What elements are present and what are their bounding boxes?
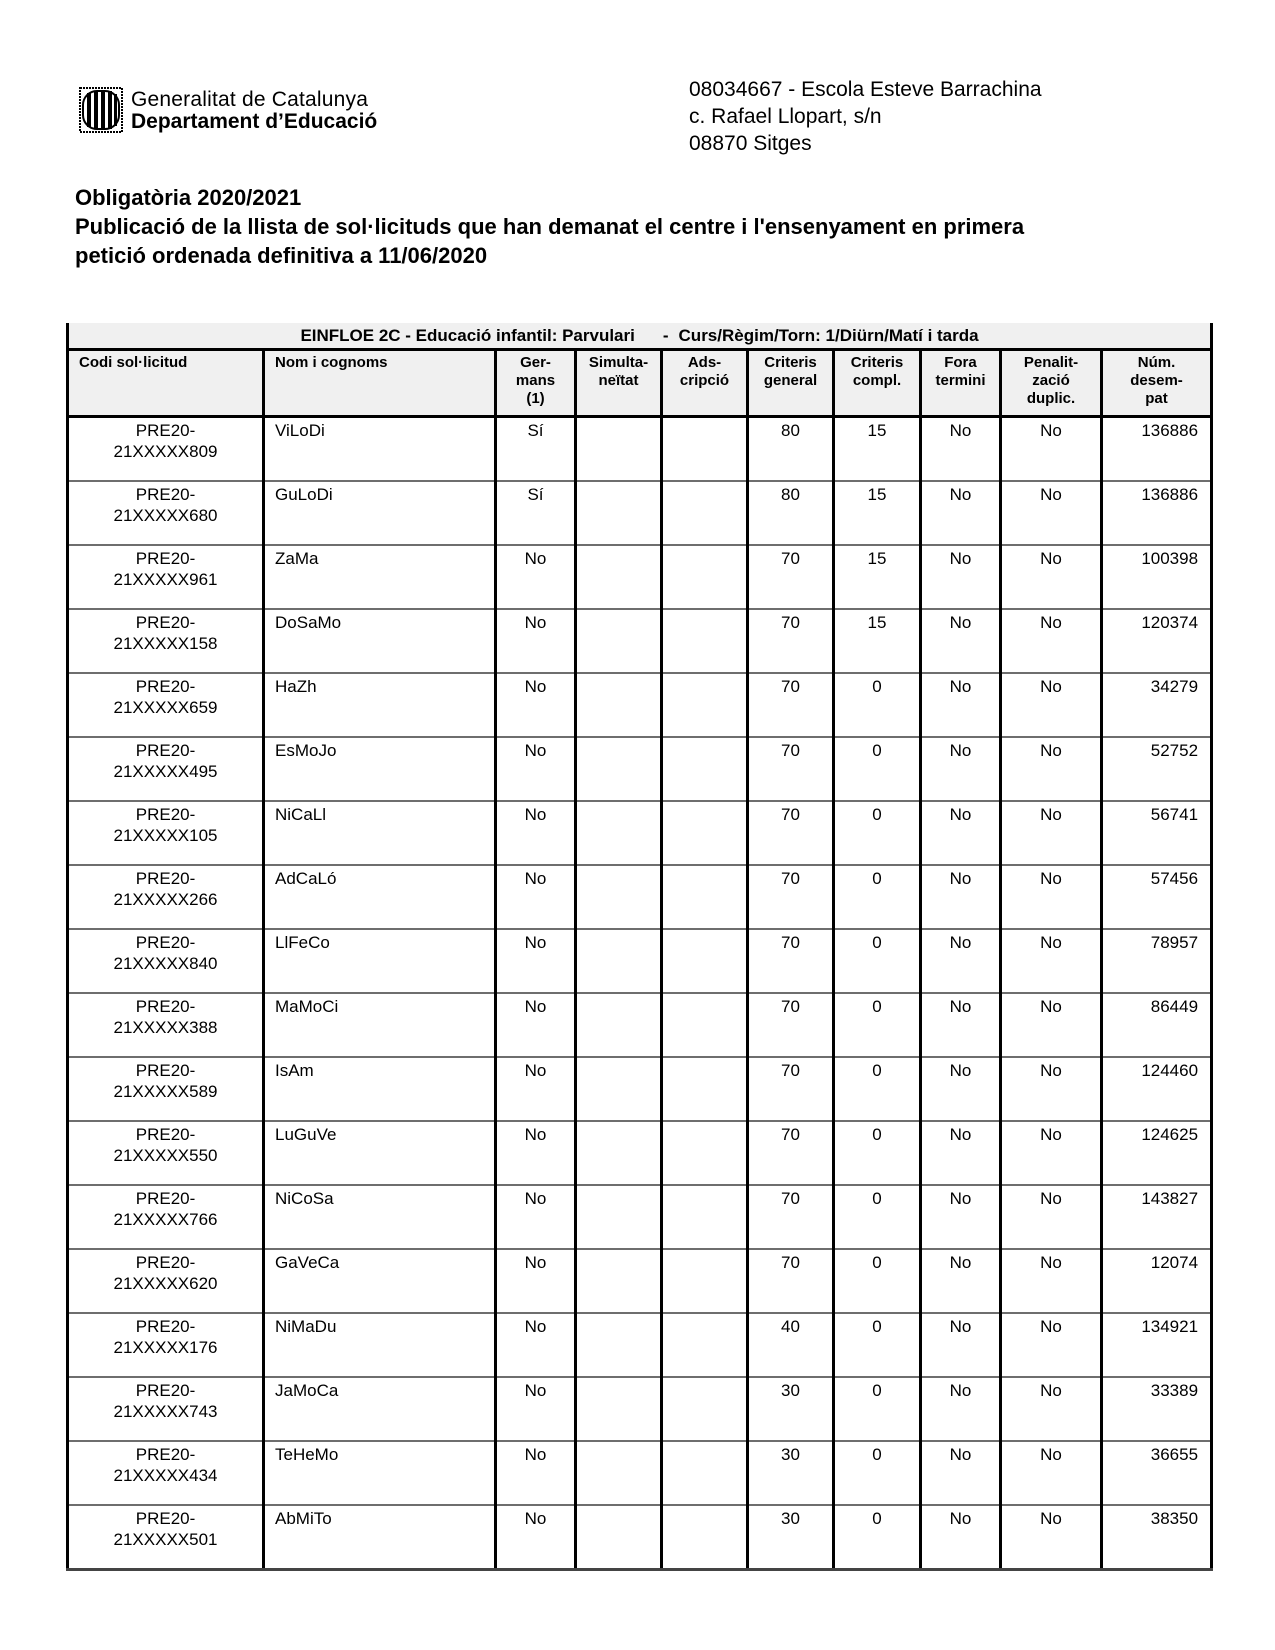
cell-nom-cognoms: JaMoCa [264, 1377, 496, 1441]
cell-simultaneitat [576, 1441, 662, 1505]
cell-simultaneitat [576, 1185, 662, 1249]
cell-germans: No [496, 609, 576, 673]
application-code-part: 21XXXXX659 [113, 698, 218, 717]
cell-adscripcio [662, 993, 748, 1057]
cell-germans: Sí [496, 417, 576, 482]
application-code-part: PRE20- [135, 1189, 196, 1208]
col-codi-solicitud-header [68, 350, 264, 417]
application-code-part: PRE20- [135, 1125, 196, 1144]
cell-criteris-general: 70 [748, 1121, 834, 1185]
cell-nom-cognoms: DoSaMo [264, 609, 496, 673]
cell-nom-cognoms: NiCaLl [264, 801, 496, 865]
cell-criteris-compl: 0 [834, 1377, 921, 1441]
cell-criteris-compl: 15 [834, 481, 921, 545]
cell-nom-cognoms: AdCaLó [264, 865, 496, 929]
cell-num-desempat: 124625 [1102, 1121, 1212, 1185]
col-adscripcio-header [662, 350, 748, 417]
cell-criteris-compl: 0 [834, 1441, 921, 1505]
cell-criteris-compl: 0 [834, 929, 921, 993]
cell-criteris-compl: 0 [834, 673, 921, 737]
cell-germans: No [496, 865, 576, 929]
header-label-line: cripció [679, 372, 730, 389]
cell-simultaneitat [576, 481, 662, 545]
application-code-part: 21XXXXX840 [113, 954, 218, 973]
application-code-part: 21XXXXX680 [113, 506, 218, 525]
cell-penalitzacio: No [1001, 1441, 1102, 1505]
application-code-part: 21XXXXX266 [113, 890, 218, 909]
cell-num-desempat: 120374 [1102, 609, 1212, 673]
cell-penalitzacio: No [1001, 1121, 1102, 1185]
cell-criteris-general: 30 [748, 1441, 834, 1505]
cell-adscripcio [662, 545, 748, 609]
cell-penalitzacio: No [1001, 1505, 1102, 1570]
cell-fora-termini: No [921, 417, 1001, 482]
cell-num-desempat: 78957 [1102, 929, 1212, 993]
header-label-line: Simulta- [588, 354, 649, 371]
cell-nom-cognoms: TeHeMo [264, 1441, 496, 1505]
application-code-part: 21XXXXX105 [113, 826, 218, 845]
application-code-part: 21XXXXX176 [113, 1338, 218, 1357]
cell-germans: No [496, 1249, 576, 1313]
cell-criteris-compl: 0 [834, 1249, 921, 1313]
cell-nom-cognoms: GaVeCa [264, 1249, 496, 1313]
cell-adscripcio [662, 1377, 748, 1441]
cell-fora-termini: No [921, 1057, 1001, 1121]
cell-fora-termini: No [921, 1441, 1001, 1505]
table-row [68, 801, 1212, 865]
cell-adscripcio [662, 865, 748, 929]
col-penalitzacio-header [1001, 350, 1102, 417]
application-code-part: PRE20- [135, 485, 196, 504]
cell-penalitzacio: No [1001, 1377, 1102, 1441]
cell-penalitzacio: No [1001, 1249, 1102, 1313]
application-code-part: PRE20- [135, 805, 196, 824]
cell-penalitzacio: No [1001, 801, 1102, 865]
cell-fora-termini: No [921, 1121, 1001, 1185]
application-code-part: 21XXXXX434 [113, 1466, 218, 1485]
header-label-line: Ads- [687, 354, 722, 371]
cell-num-desempat: 134921 [1102, 1313, 1212, 1377]
cell-nom-cognoms: LuGuVe [264, 1121, 496, 1185]
school-name: 08034667 - Escola Esteve Barrachina [689, 78, 1042, 101]
cell-num-desempat: 36655 [1102, 1441, 1212, 1505]
cell-penalitzacio: No [1001, 481, 1102, 545]
header-label-line: Nom i cognoms [275, 354, 388, 371]
cell-adscripcio [662, 801, 748, 865]
cell-simultaneitat [576, 1121, 662, 1185]
table-row [68, 865, 1212, 929]
cell-criteris-general: 30 [748, 1377, 834, 1441]
cell-fora-termini: No [921, 481, 1001, 545]
table-row [68, 1505, 1212, 1570]
cell-nom-cognoms: AbMiTo [264, 1505, 496, 1570]
cell-codi-solicitud [68, 1505, 264, 1570]
table-row [68, 417, 1212, 482]
cell-adscripcio [662, 737, 748, 801]
title-description-line1: Publicació de la llista de sol·licituds que han demanat el centre i l'ensenyament en primera [75, 214, 1025, 239]
school-info [689, 76, 1042, 157]
cell-nom-cognoms: GuLoDi [264, 481, 496, 545]
cell-criteris-general: 70 [748, 801, 834, 865]
table-row [68, 1057, 1212, 1121]
header-label-line: pat [1145, 390, 1168, 407]
header-label-line: zació [1032, 372, 1070, 389]
cell-germans: No [496, 1121, 576, 1185]
header-label-line: Ger- [520, 354, 551, 371]
table-row [68, 1441, 1212, 1505]
cell-penalitzacio: No [1001, 673, 1102, 737]
cell-germans: No [496, 993, 576, 1057]
header-label-line: duplic. [1026, 390, 1076, 407]
cell-criteris-compl: 0 [834, 1121, 921, 1185]
table-caption-row [68, 323, 1212, 350]
cell-num-desempat: 52752 [1102, 737, 1212, 801]
cell-criteris-compl: 15 [834, 609, 921, 673]
caption-separator: - [662, 326, 669, 345]
cell-simultaneitat [576, 1249, 662, 1313]
cell-criteris-compl: 0 [834, 737, 921, 801]
table-row [68, 929, 1212, 993]
application-code-part: 21XXXXX501 [113, 1530, 218, 1549]
table-row [68, 1185, 1212, 1249]
application-code-part: 21XXXXX809 [113, 442, 218, 461]
cell-fora-termini: No [921, 865, 1001, 929]
cell-criteris-general: 30 [748, 1505, 834, 1570]
cell-germans: No [496, 929, 576, 993]
cell-codi-solicitud [68, 609, 264, 673]
table-row [68, 481, 1212, 545]
cell-penalitzacio: No [1001, 737, 1102, 801]
col-num-desempat-header [1102, 350, 1212, 417]
cell-codi-solicitud [68, 545, 264, 609]
cell-germans: No [496, 1057, 576, 1121]
cell-nom-cognoms: EsMoJo [264, 737, 496, 801]
cell-adscripcio [662, 673, 748, 737]
cell-num-desempat: 33389 [1102, 1377, 1212, 1441]
school-city: 08870 Sitges [689, 132, 812, 155]
cell-criteris-general: 70 [748, 929, 834, 993]
cell-fora-termini: No [921, 929, 1001, 993]
cell-nom-cognoms: NiMaDu [264, 1313, 496, 1377]
header-label-line: neïtat [598, 372, 639, 389]
cell-criteris-general: 70 [748, 1249, 834, 1313]
cell-simultaneitat [576, 929, 662, 993]
cell-simultaneitat [576, 993, 662, 1057]
application-code-part: 21XXXXX961 [113, 570, 218, 589]
table-row [68, 1121, 1212, 1185]
table-row [68, 737, 1212, 801]
cell-criteris-general: 80 [748, 481, 834, 545]
cell-codi-solicitud [68, 417, 264, 482]
application-code-part: 21XXXXX550 [113, 1146, 218, 1165]
cell-fora-termini: No [921, 1249, 1001, 1313]
cell-simultaneitat [576, 417, 662, 482]
cell-criteris-general: 70 [748, 1185, 834, 1249]
cell-criteris-compl: 0 [834, 865, 921, 929]
cell-codi-solicitud [68, 929, 264, 993]
table-caption [68, 323, 1212, 350]
cell-codi-solicitud [68, 993, 264, 1057]
table-row [68, 993, 1212, 1057]
cell-codi-solicitud [68, 1441, 264, 1505]
cell-germans: No [496, 1377, 576, 1441]
cell-nom-cognoms: LlFeCo [264, 929, 496, 993]
cell-criteris-general: 70 [748, 609, 834, 673]
cell-criteris-general: 70 [748, 545, 834, 609]
cell-nom-cognoms: MaMoCi [264, 993, 496, 1057]
generalitat-emblem-icon [79, 87, 123, 133]
table-body [68, 417, 1212, 1570]
cell-germans: No [496, 1505, 576, 1570]
cell-simultaneitat [576, 1313, 662, 1377]
cell-adscripcio [662, 1057, 748, 1121]
cell-adscripcio [662, 929, 748, 993]
cell-num-desempat: 143827 [1102, 1185, 1212, 1249]
cell-simultaneitat [576, 865, 662, 929]
cell-num-desempat: 12074 [1102, 1249, 1212, 1313]
cell-num-desempat: 86449 [1102, 993, 1212, 1057]
cell-penalitzacio: No [1001, 609, 1102, 673]
table-row [68, 545, 1212, 609]
cell-fora-termini: No [921, 1505, 1001, 1570]
cell-simultaneitat [576, 673, 662, 737]
cell-simultaneitat [576, 1505, 662, 1570]
header-label-line: (1) [526, 390, 545, 407]
cell-penalitzacio: No [1001, 417, 1102, 482]
header-label-line: termini [935, 372, 986, 389]
cell-criteris-compl: 15 [834, 545, 921, 609]
table-row [68, 1377, 1212, 1441]
cell-fora-termini: No [921, 737, 1001, 801]
cell-fora-termini: No [921, 1313, 1001, 1377]
cell-nom-cognoms: ViLoDi [264, 417, 496, 482]
application-code-part: 21XXXXX388 [113, 1018, 218, 1037]
cell-criteris-general: 80 [748, 417, 834, 482]
cell-codi-solicitud [68, 1057, 264, 1121]
cell-codi-solicitud [68, 1249, 264, 1313]
header-label-line: compl. [852, 372, 902, 389]
cell-criteris-general: 70 [748, 737, 834, 801]
header-label-line: general [763, 372, 818, 389]
generalitat-logo [79, 87, 377, 133]
col-criteris-compl-header [834, 350, 921, 417]
cell-codi-solicitud [68, 1313, 264, 1377]
table-row [68, 609, 1212, 673]
cell-criteris-general: 70 [748, 993, 834, 1057]
cell-fora-termini: No [921, 609, 1001, 673]
col-criteris-general-header [748, 350, 834, 417]
cell-germans: Sí [496, 481, 576, 545]
logo-generalitat-text: Generalitat de Catalunya [131, 87, 369, 111]
application-code-part: PRE20- [135, 869, 196, 888]
header-label-line: desem- [1130, 372, 1183, 389]
application-code-part: PRE20- [135, 1445, 196, 1464]
cell-fora-termini: No [921, 545, 1001, 609]
application-code-part: PRE20- [135, 933, 196, 952]
cell-num-desempat: 136886 [1102, 417, 1212, 482]
cell-adscripcio [662, 1121, 748, 1185]
cell-num-desempat: 136886 [1102, 481, 1212, 545]
application-code-part: PRE20- [135, 997, 196, 1016]
cell-criteris-compl: 15 [834, 417, 921, 482]
cell-fora-termini: No [921, 1377, 1001, 1441]
title-description-line2: petició ordenada definitiva a 11/06/2020 [75, 243, 488, 268]
application-code-part: PRE20- [135, 1509, 196, 1528]
header-label-line: Fora [944, 354, 977, 371]
cell-codi-solicitud [68, 1377, 264, 1441]
title-year: Obligatòria 2020/2021 [75, 185, 302, 210]
application-code-part: PRE20- [135, 1253, 196, 1272]
cell-criteris-general: 70 [748, 1057, 834, 1121]
cell-penalitzacio: No [1001, 1185, 1102, 1249]
cell-germans: No [496, 737, 576, 801]
cell-germans: No [496, 673, 576, 737]
table-row [68, 673, 1212, 737]
cell-penalitzacio: No [1001, 545, 1102, 609]
cell-penalitzacio: No [1001, 865, 1102, 929]
cell-simultaneitat [576, 737, 662, 801]
cell-simultaneitat [576, 1377, 662, 1441]
application-code-part: PRE20- [135, 741, 196, 760]
cell-num-desempat: 100398 [1102, 545, 1212, 609]
cell-nom-cognoms: NiCoSa [264, 1185, 496, 1249]
table-row [68, 1249, 1212, 1313]
cell-adscripcio [662, 1505, 748, 1570]
school-address: c. Rafael Llopart, s/n [689, 105, 882, 128]
header-label-line: Núm. [1137, 354, 1176, 371]
cell-num-desempat: 124460 [1102, 1057, 1212, 1121]
cell-penalitzacio: No [1001, 993, 1102, 1057]
cell-codi-solicitud [68, 481, 264, 545]
cell-nom-cognoms: IsAm [264, 1057, 496, 1121]
col-fora-termini-header [921, 350, 1001, 417]
cell-adscripcio [662, 1441, 748, 1505]
table-header-row [68, 350, 1212, 417]
cell-num-desempat: 57456 [1102, 865, 1212, 929]
cell-criteris-compl: 0 [834, 1185, 921, 1249]
cell-criteris-general: 40 [748, 1313, 834, 1377]
caption-regime: Curs/Règim/Torn: 1/Diürn/Matí i tarda [678, 326, 979, 345]
col-germans-header [496, 350, 576, 417]
cell-num-desempat: 56741 [1102, 801, 1212, 865]
application-code-part: 21XXXXX589 [113, 1082, 218, 1101]
application-code-part: PRE20- [135, 677, 196, 696]
application-code-part: 21XXXXX743 [113, 1402, 218, 1421]
header-label-line: Penalit- [1023, 354, 1079, 371]
application-code-part: PRE20- [135, 549, 196, 568]
cell-simultaneitat [576, 609, 662, 673]
cell-germans: No [496, 1313, 576, 1377]
cell-simultaneitat [576, 1057, 662, 1121]
cell-fora-termini: No [921, 801, 1001, 865]
caption-course: EINFLOE 2C - Educació infantil: Parvulari [300, 326, 635, 345]
cell-nom-cognoms: HaZh [264, 673, 496, 737]
cell-penalitzacio: No [1001, 929, 1102, 993]
col-simultaneitat-header [576, 350, 662, 417]
applications-table [66, 323, 1213, 1571]
header-label-line: mans [515, 372, 556, 389]
cell-adscripcio [662, 609, 748, 673]
application-code-part: PRE20- [135, 613, 196, 632]
cell-simultaneitat [576, 801, 662, 865]
cell-criteris-compl: 0 [834, 1505, 921, 1570]
cell-criteris-compl: 0 [834, 1313, 921, 1377]
cell-germans: No [496, 545, 576, 609]
table-row [68, 1313, 1212, 1377]
cell-germans: No [496, 1441, 576, 1505]
header-label-line: Codi sol·licitud [79, 354, 188, 371]
cell-num-desempat: 34279 [1102, 673, 1212, 737]
cell-germans: No [496, 1185, 576, 1249]
cell-fora-termini: No [921, 673, 1001, 737]
cell-codi-solicitud [68, 673, 264, 737]
cell-penalitzacio: No [1001, 1057, 1102, 1121]
cell-criteris-compl: 0 [834, 993, 921, 1057]
cell-fora-termini: No [921, 993, 1001, 1057]
cell-criteris-compl: 0 [834, 1057, 921, 1121]
cell-codi-solicitud [68, 1121, 264, 1185]
col-nom-cognoms-header [264, 350, 496, 417]
cell-num-desempat: 38350 [1102, 1505, 1212, 1570]
application-code-part: 21XXXXX495 [113, 762, 218, 781]
cell-simultaneitat [576, 545, 662, 609]
cell-criteris-general: 70 [748, 673, 834, 737]
cell-adscripcio [662, 1249, 748, 1313]
application-code-part: PRE20- [135, 1317, 196, 1336]
cell-codi-solicitud [68, 865, 264, 929]
header-label-line: Criteris [764, 354, 817, 371]
application-code-part: 21XXXXX620 [113, 1274, 218, 1293]
cell-adscripcio [662, 481, 748, 545]
cell-codi-solicitud [68, 1185, 264, 1249]
logo-department-text: Departament d’Educació [131, 109, 378, 133]
cell-penalitzacio: No [1001, 1313, 1102, 1377]
cell-criteris-general: 70 [748, 865, 834, 929]
applications-table-container [66, 323, 1210, 1571]
cell-adscripcio [662, 417, 748, 482]
cell-codi-solicitud [68, 801, 264, 865]
document-title [75, 183, 1024, 270]
cell-nom-cognoms: ZaMa [264, 545, 496, 609]
cell-fora-termini: No [921, 1185, 1001, 1249]
application-code-part: PRE20- [135, 1381, 196, 1400]
application-code-part: PRE20- [135, 421, 196, 440]
application-code-part: 21XXXXX766 [113, 1210, 218, 1229]
cell-adscripcio [662, 1185, 748, 1249]
cell-criteris-compl: 0 [834, 801, 921, 865]
application-code-part: PRE20- [135, 1061, 196, 1080]
cell-codi-solicitud [68, 737, 264, 801]
cell-adscripcio [662, 1313, 748, 1377]
cell-germans: No [496, 801, 576, 865]
application-code-part: 21XXXXX158 [113, 634, 218, 653]
header-label-line: Criteris [850, 354, 904, 371]
